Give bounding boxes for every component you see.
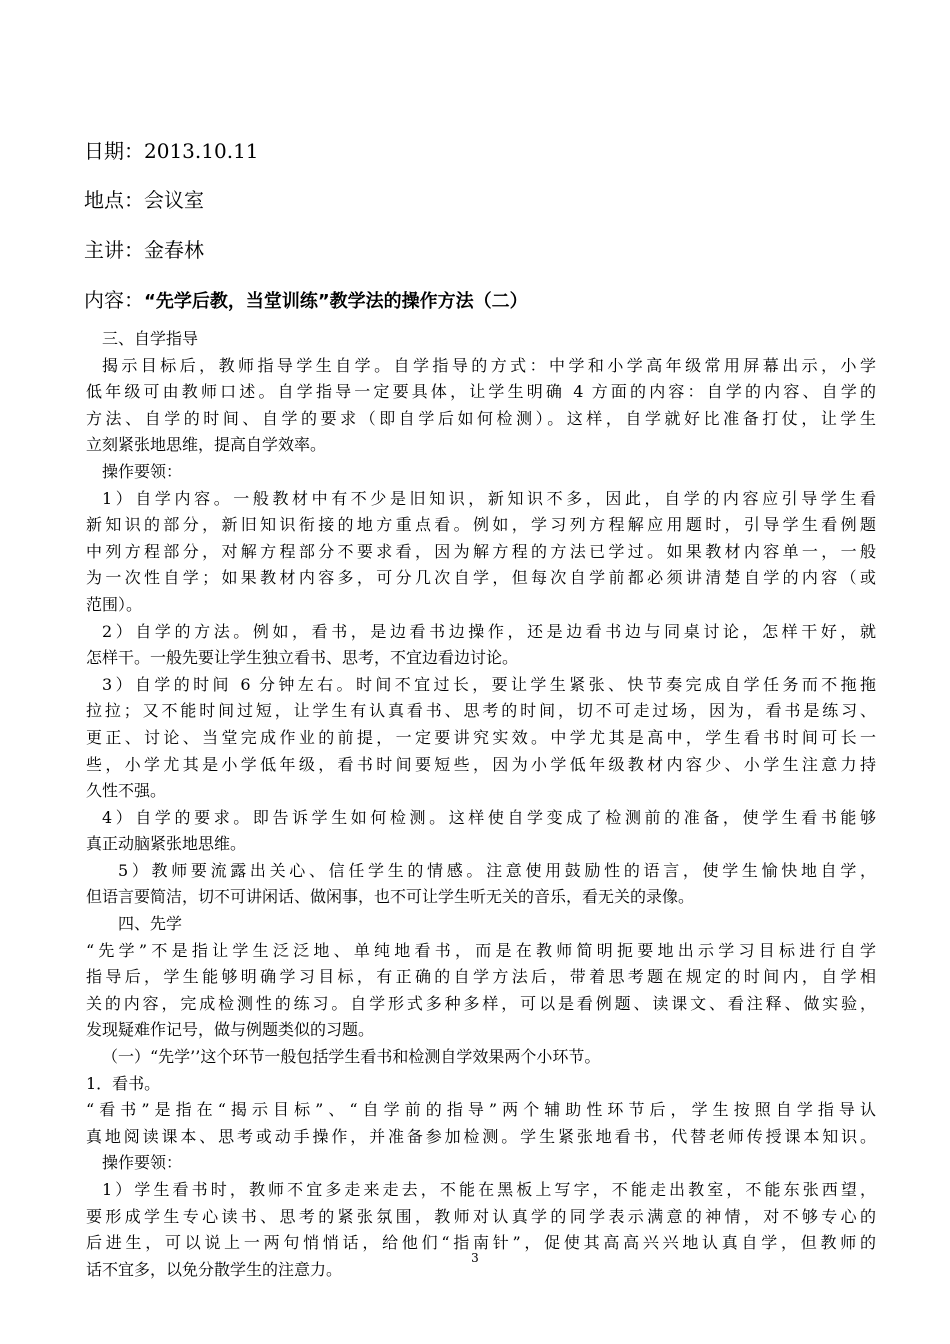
text-line: 为一次性自学；如果教材内容多，可分几次自学，但每次自学前都必须讲清楚自学的内容（或: [86, 568, 876, 588]
meeting-place: [84, 186, 204, 214]
text-line: “看书”是指在“揭示目标”、“自学前的指导”两个辅助性环节后，学生按照自学指导认: [86, 1100, 876, 1120]
text-line: 关的内容，完成检测性的练习。自学形式多种多样，可以是看例题、读课文、看注释、做实验，: [86, 993, 876, 1013]
text-line: 3）自学的时间 6 分钟左右。时间不宜过长，要让学生紧张、快节奏完成自学任务而不拖拖: [102, 674, 876, 694]
text-line: 指导后，学生能够明确学习目标，有正确的自学方法后，带着思考题在规定的时间内，自学相: [86, 967, 876, 987]
text-line: 新知识的部分，新旧知识衔接的地方重点看。例如，学习列方程解应用题时，引导学生看例题: [86, 515, 876, 535]
text-line: 范围）。: [86, 594, 143, 614]
text-line: 四、先学: [118, 914, 183, 934]
text-line: 低年级可由教师口述。自学指导一定要具体，让学生明确 4 方面的内容：自学的内容、自学的: [86, 382, 876, 402]
page-number: 3: [471, 1251, 479, 1265]
text-line: 后进生，可以说上一两句悄悄话，给他们“指南针”，促使其高高兴兴地认真自学，但教师的: [86, 1233, 876, 1253]
text-line: 拉拉；又不能时间过短，让学生有认真看书、思考的时间，切不可走过场，因为，看书是练习、: [86, 701, 876, 721]
meeting-topic: [84, 286, 528, 316]
text-line: 揭示目标后，教师指导学生自学。自学指导的方式：中学和小学高年级常用屏幕出示，小学: [102, 355, 876, 375]
text-line: 更正、讨论、当堂完成作业的前提，一定要讲究实效。中学尤其是高中，学生看书时间可长一: [86, 727, 876, 747]
text-line: 真正动脑紧张地思维。: [86, 834, 247, 854]
content-value: “先学后教，当堂训练”教学法的操作方法（二）: [144, 291, 528, 312]
text-line: “先学”不是指让学生泛泛地、单纯地看书，而是在教师简明扼要地出示学习目标进行自学: [86, 940, 876, 960]
text-line: 1）自学内容。一般教材中有不少是旧知识，新知识不多，因此，自学的内容应引导学生看: [102, 488, 876, 508]
text-line: 1．看书。: [86, 1073, 161, 1093]
text-line: （一）“先学’’这个环节一般包括学生看书和检测自学效果两个小环节。: [102, 1047, 601, 1067]
place-label: 地点：: [84, 188, 144, 212]
text-line: 话不宜多，以免分散学生的注意力。: [86, 1259, 343, 1279]
meeting-date: [84, 137, 259, 165]
text-line: 但语言要简洁，切不可讲闲话、做闲事，也不可让学生听无关的音乐，看无关的录像。: [86, 887, 695, 907]
text-line: 方法、自学的时间、自学的要求（即自学后如何检测）。这样，自学就好比准备打仗，让学生: [86, 408, 876, 428]
text-line: 2）自学的方法。例如，看书，是边看书边操作，还是边看书边与同桌讨论，怎样干好，就: [102, 621, 876, 641]
text-line: 操作要领：: [102, 1153, 183, 1173]
content-label: 内容：: [84, 288, 144, 312]
text-line: 真地阅读课本、思考或动手操作，并准备参加检测。学生紧张地看书，代替老师传授课本知识。: [86, 1126, 876, 1146]
lecturer-label: 主讲：: [84, 238, 144, 262]
text-line: 发现疑难作记号，做与例题类似的习题。: [86, 1020, 375, 1040]
text-line: 操作要领：: [102, 461, 183, 481]
text-line: 立刻紧张地思维，提高自学效率。: [86, 435, 327, 455]
place-value: 会议室: [144, 188, 204, 212]
lecturer-value: 金春林: [144, 238, 204, 262]
text-line: 怎样干。一般先要让学生独立看书、思考，不宜边看边讨论。: [86, 648, 519, 668]
text-line: 三、自学指导: [102, 329, 199, 348]
text-line: 4）自学的要求。即告诉学生如何检测。这样使自学变成了检测前的准备，使学生看书能够: [102, 807, 876, 827]
text-line: 些，小学尤其是小学低年级，看书时间要短些，因为小学低年级教材内容少、小学生注意力持: [86, 754, 876, 774]
date-label: 日期：: [84, 139, 144, 163]
meeting-lecturer: [84, 236, 204, 264]
date-value: 2013.10.11: [144, 139, 259, 163]
document-body: [86, 326, 876, 1283]
text-line: 5）教师要流露出关心、信任学生的情感。注意使用鼓励性的语言，使学生愉快地自学，: [118, 860, 876, 880]
text-line: 久性不强。: [86, 781, 167, 801]
text-line: 中列方程部分，对解方程部分不要求看，因为解方程的方法已学过。如果教材内容单一，一般: [86, 541, 876, 561]
text-line: 1）学生看书时，教师不宜多走来走去，不能在黑板上写字，不能走出教室，不能东张西望，: [102, 1180, 876, 1199]
text-line: 要形成学生专心读书、思考的紧张氛围，教师对认真学的同学表示满意的神情，对不够专心的: [86, 1206, 876, 1226]
